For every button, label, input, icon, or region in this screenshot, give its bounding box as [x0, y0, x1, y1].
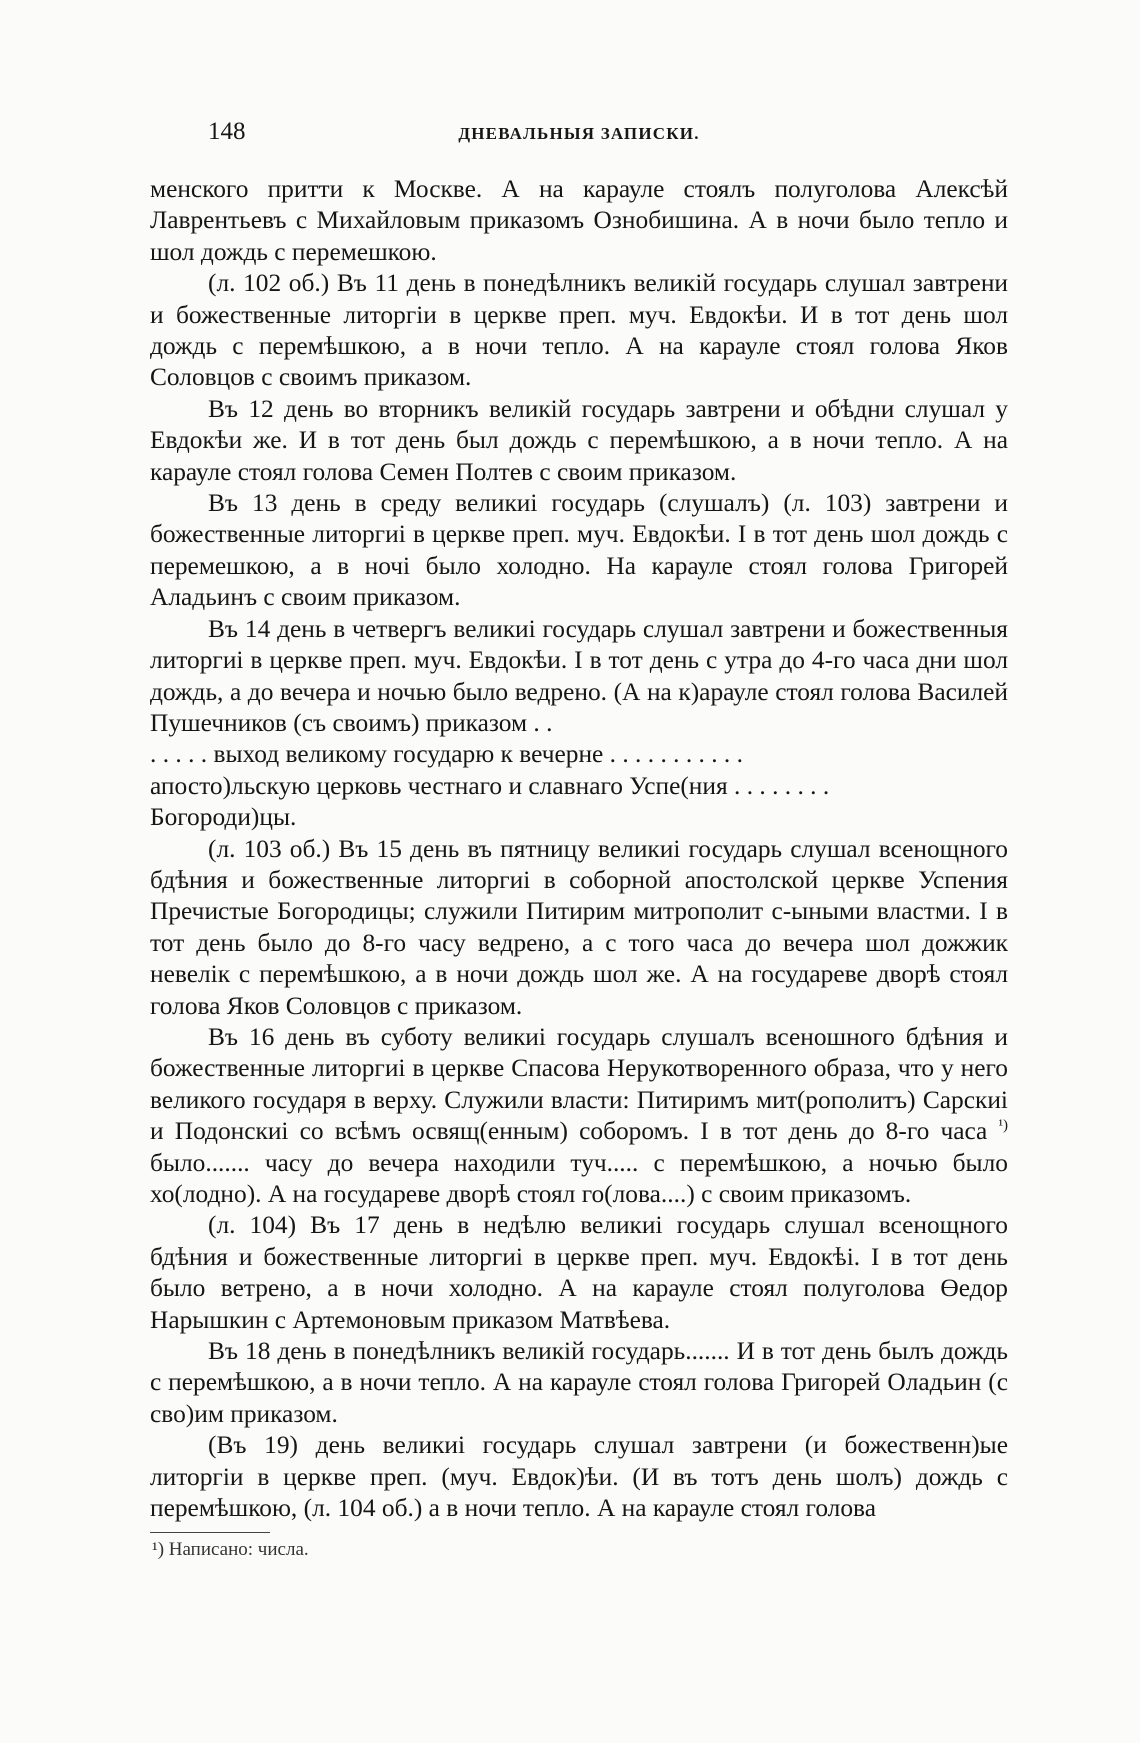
running-title: ДНЕВАЛЬНЫЯ ЗАПИСКИ.	[458, 124, 700, 143]
page	[150, 110, 1008, 1563]
paragraph-part: Въ 16 день въ суботу великиі государь слушалъ всеношного бдѣния и божественные литоргиі в церкве Спасова Нерукотворенного образа, что у него великого государя в верху. Служили власти: Питиримъ мит(рополитъ) Сарскиі и Подонскиі со всѣмъ освящ(енным) соборомъ. I в тот день до 8-го часа	[150, 1022, 1008, 1146]
footnote: ¹) Написано: числа.	[152, 1539, 309, 1561]
paragraph: (л. 102 об.) Въ 11 день в понедѣлникъ великій государь слушал завтрени и божественные литоргіи в церкве преп. муч. Евдокѣи. И в тот день шол дождь с перемѣшкою, а в ночи тепло. А на карауле стоял голова Яков Соловцов с своимъ приказом.	[150, 269, 1008, 392]
lacuna-line: Богороди)цы.	[150, 803, 297, 832]
page-number: 148	[208, 118, 246, 145]
footnote-marker: ¹)	[998, 1117, 1008, 1134]
page-header	[150, 110, 1008, 152]
paragraph-with-footnote	[150, 1022, 1008, 1210]
paragraph: (Въ 19) день великиі государь слушал завтрени (и божественн)ые литоргіи в церкве преп. (муч. Евдок)ѣи. (И въ тотъ день шолъ) дождь с перемѣшкою, (л. 104 об.) а в ночи тепло. А на карауле стоял голова	[150, 1431, 1008, 1523]
paragraph: (л. 103 об.) Въ 15 день въ пятницу великиі государь слушал всенощного бдѣния и божественные литоргиі в соборной апостолской церкве Успения Пречистые Богородицы; служили Питирим митрополит с-ыными властми. I в тот день было до 8-го часу ведрено, а с того часа до вечера шол дожжик невелiк с перемѣшкою, а в ночи дождь шол же. А на государеве дворѣ стоял голова Яков Соловцов с приказом.	[150, 834, 1008, 1020]
body-text	[150, 174, 1008, 1524]
paragraph: Въ 13 день в среду великиі государь (слушалъ) (л. 103) завтрени и божественные литоргиі в церкве преп. муч. Евдокѣи. I в тот день шол дождь с перемешкою, а в ночі было холодно. На карауле стоял голова Григорей Аладьинъ с своим приказом.	[150, 489, 1008, 612]
paragraph: Въ 18 день в понедѣлникъ великій государь....... И в тот день былъ дождь с перемѣшкою, а в ночи тепло. А на карауле стоял голова Григорей Оладьин (с сво)им приказом.	[150, 1337, 1008, 1428]
paragraph: Въ 14 день в четвергъ великиі государь слушал завтрени и божественныя литоргиі в церкве преп. муч. Евдокѣи. I в тот день с утра до 4-го часа дни шол дождь, а до вечера и ночью было ведрено. (А на к)арауле стоял голова Василей Пушечников (съ своимъ) приказом . .	[150, 614, 1008, 737]
paragraph: менского притти к Москве. А на карауле стоялъ полуголова Алексѣй Лаврентьевъ с Михайловым приказомъ Ознобишина. А в ночи было тепло и шол дождь с перемешкою.	[150, 175, 1008, 266]
lacuna-line: . . . . . выход великому государю к вечерне . . . . . . . . . . .	[150, 740, 743, 769]
footnote-divider	[150, 1532, 270, 1533]
paragraph-part: было....... часу до вечера находили туч..... с перемѣшкою, а ночью было хо(лодно). А на государеве дворѣ стоял го(лова....) с своим приказомъ.	[150, 1148, 1008, 1208]
paragraph: Въ 12 день во вторникъ великій государь завтрени и обѣдни слушал у Евдокѣи же. И в тот день был дождь с перемѣшкою, а в ночи тепло. А на карауле стоял голова Семен Полтев с своим приказом.	[150, 394, 1008, 486]
lacuna-line: апосто)льскую церковь честнаго и славнаго Успе(ния . . . . . . . .	[150, 771, 830, 800]
paragraph: (л. 104) Въ 17 день в недѣлю великиі государь слушал всенощного бдѣния и божественные литоргиі в церкве преп. муч. Евдокѣі. I в тот день было ветрено, а в ночи холодно. А на карауле стоял полуголова Өедор Нарышкин с Артемоновым приказом Матвѣева.	[150, 1211, 1008, 1334]
